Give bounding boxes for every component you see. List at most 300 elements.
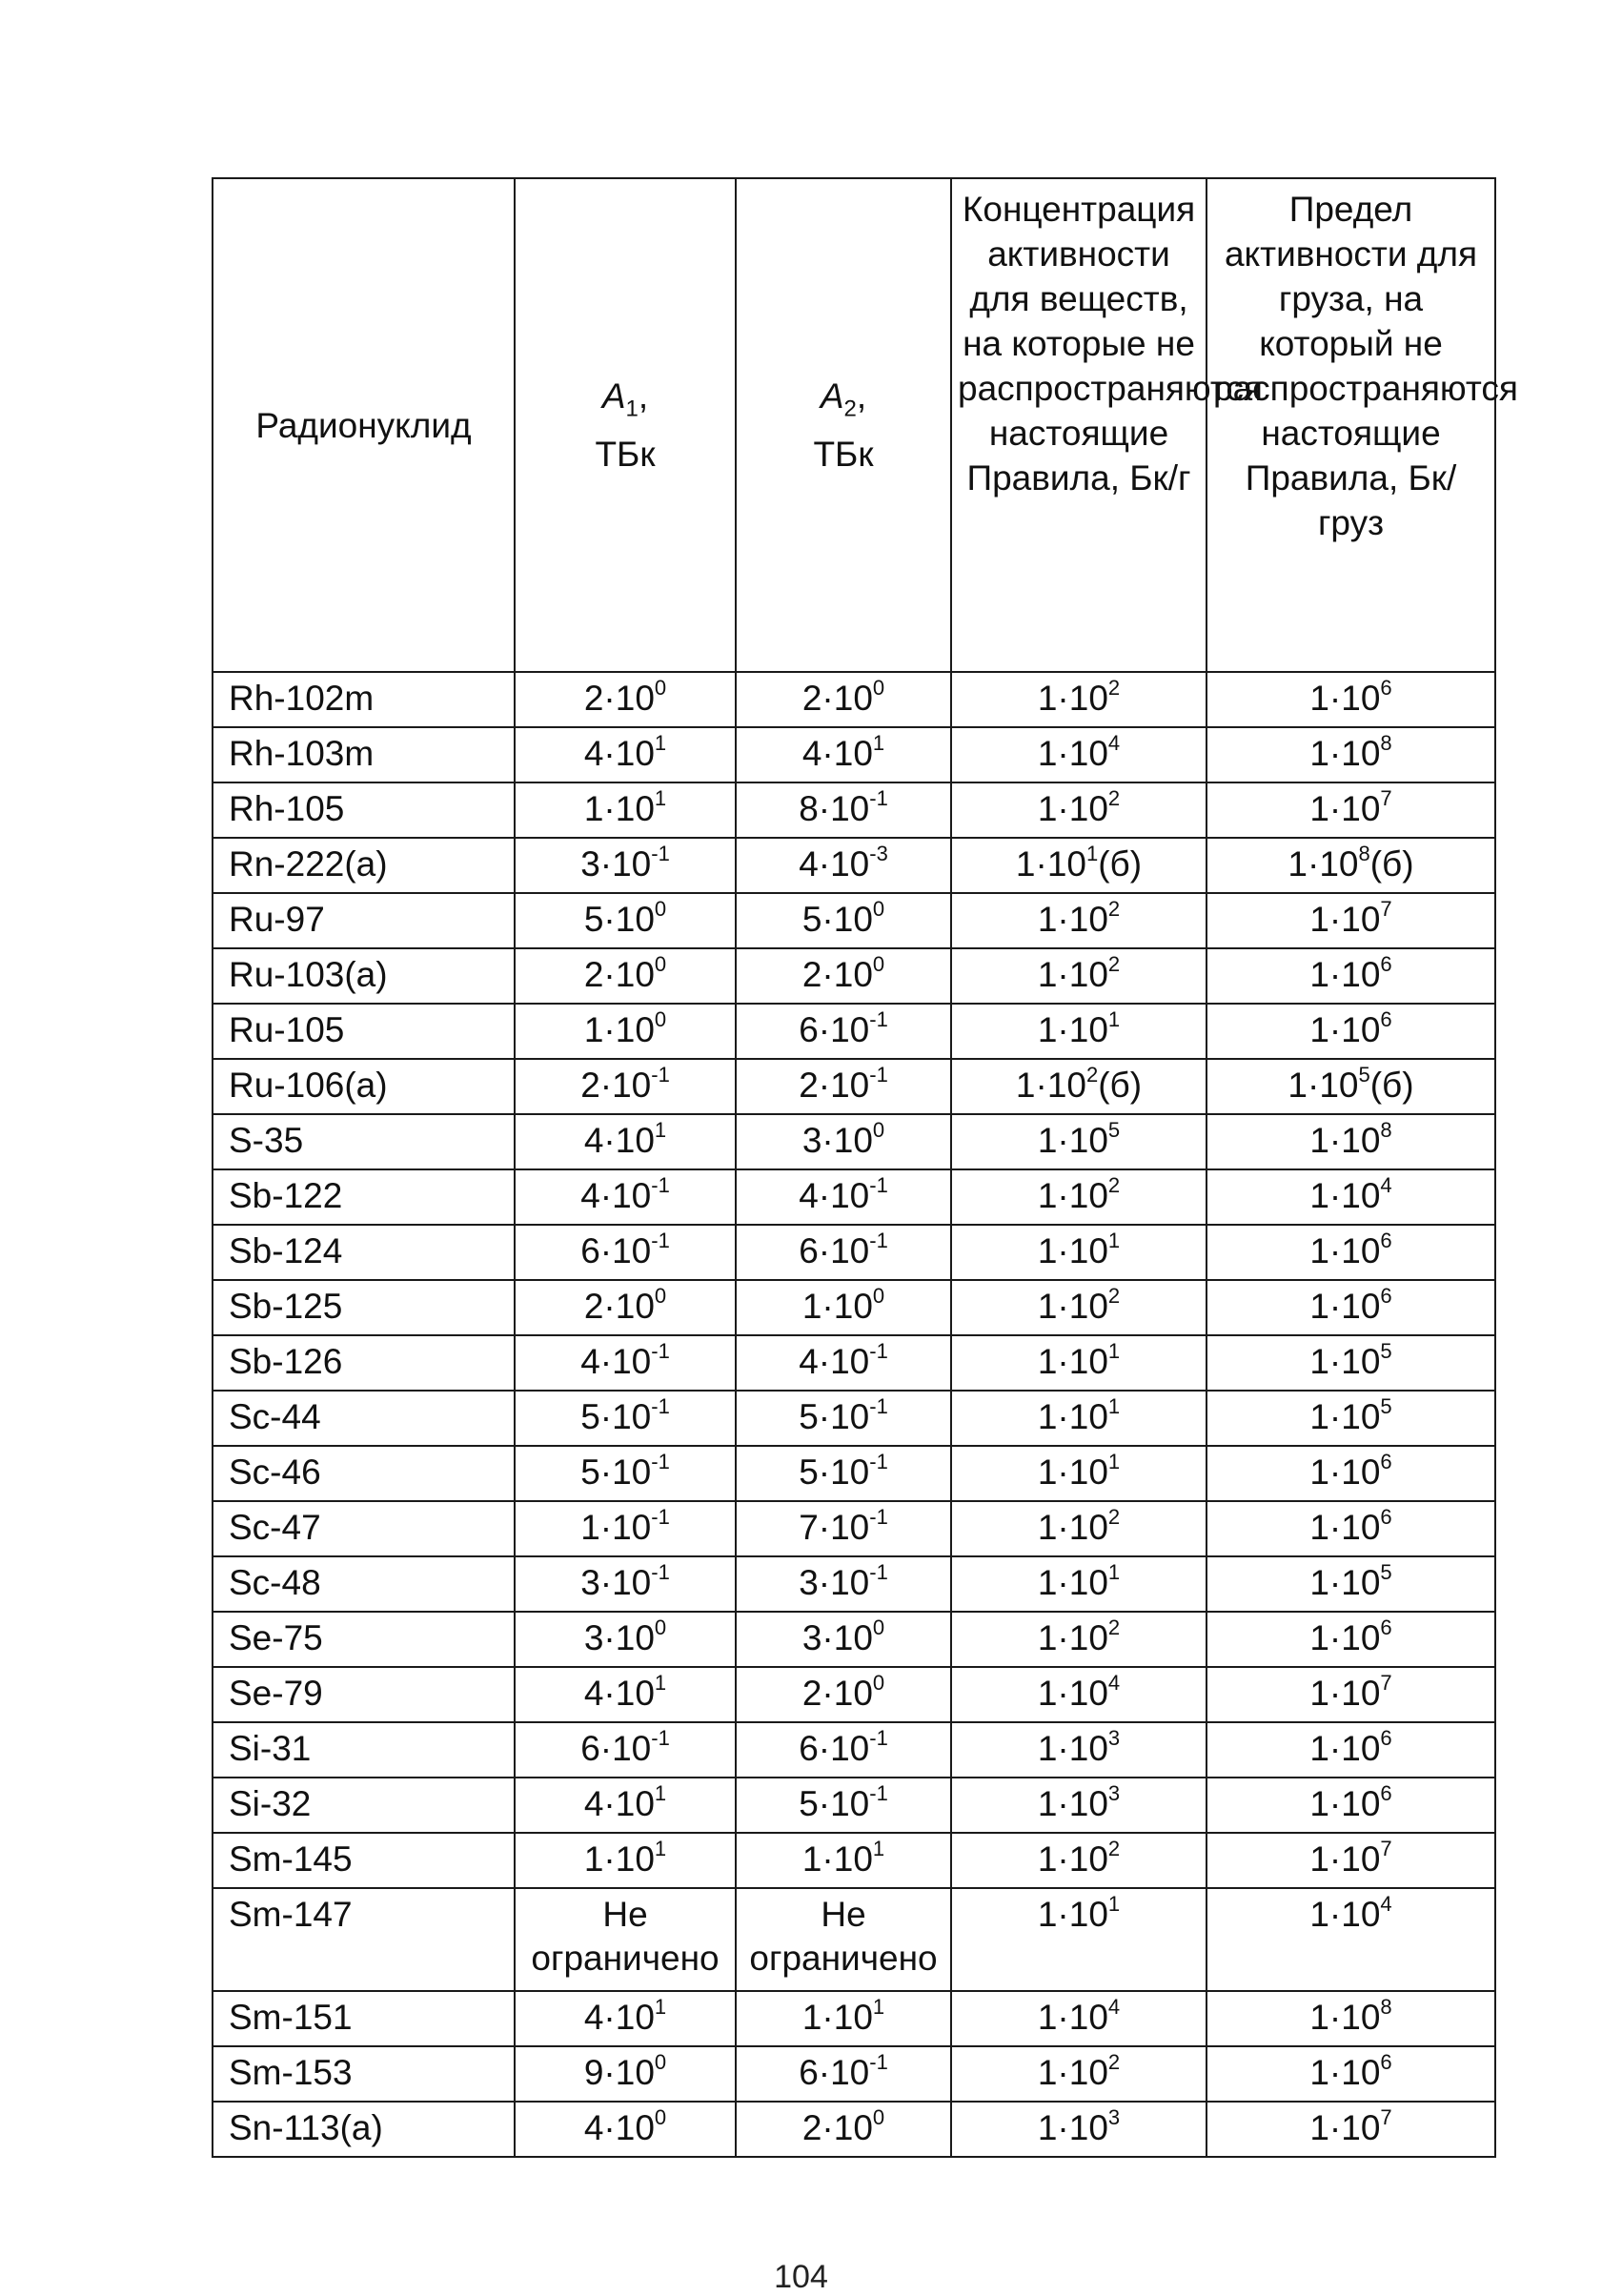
cell-limit-base: 1·10 xyxy=(1309,1231,1381,1270)
cell-limit xyxy=(1207,1225,1495,1280)
table-header xyxy=(213,178,1518,672)
cell-a1 xyxy=(515,672,736,727)
cell-a1-base: 1·10 xyxy=(583,1010,655,1049)
cell-concentration xyxy=(951,1501,1207,1556)
cell-a2 xyxy=(736,893,951,948)
cell-concentration xyxy=(951,1888,1207,1991)
cell-limit-exponent: 7 xyxy=(1380,897,1392,921)
table-row xyxy=(213,948,1495,1004)
cell-limit-base: 1·10 xyxy=(1309,900,1381,939)
cell-concentration xyxy=(951,672,1207,727)
cell-concentration-exponent: 2 xyxy=(1107,1837,1121,1860)
cell-a1-exponent: 1 xyxy=(654,1671,667,1695)
page-number: 104 xyxy=(774,2259,828,2295)
cell-a1-base: 4·10 xyxy=(580,1176,652,1215)
cell-a2-exponent: -1 xyxy=(869,1007,888,1031)
cell-a1-base: 5·10 xyxy=(580,1453,652,1492)
cell-a2 xyxy=(736,1059,951,1114)
cell-concentration xyxy=(951,1391,1207,1446)
cell-a2 xyxy=(736,1114,951,1169)
cell-nuclide: Sc-47 xyxy=(213,1501,515,1556)
cell-nuclide: S-35 xyxy=(213,1114,515,1169)
cell-a2-base: 2·10 xyxy=(801,955,873,994)
cell-a2-exponent: 1 xyxy=(872,1995,885,2019)
cell-nuclide: Rn-222(а) xyxy=(213,838,515,893)
cell-concentration-base: 1·10 xyxy=(1037,1839,1108,1879)
cell-a1-exponent: 0 xyxy=(654,897,667,921)
cell-a2-exponent: -1 xyxy=(869,1229,888,1252)
cell-limit-note: (б) xyxy=(1369,1066,1414,1105)
cell-limit-exponent: 4 xyxy=(1380,1892,1392,1916)
cell-a2 xyxy=(736,782,951,838)
cell-concentration-base: 1·10 xyxy=(1015,1066,1086,1105)
cell-a2-exponent: -1 xyxy=(869,1726,888,1750)
table-row xyxy=(213,1225,1495,1280)
cell-limit-exponent: 8 xyxy=(1380,1995,1392,2019)
a2-unit: ТБк xyxy=(813,434,874,474)
cell-concentration xyxy=(951,1169,1207,1225)
table-row xyxy=(213,1335,1495,1391)
cell-concentration xyxy=(951,1335,1207,1391)
cell-concentration-base: 1·10 xyxy=(1037,789,1108,828)
cell-a2-exponent: -1 xyxy=(869,1394,888,1418)
cell-a2-exponent: 0 xyxy=(872,1284,885,1308)
cell-a2: Не ограничено xyxy=(736,1888,951,1991)
cell-limit-exponent: 7 xyxy=(1380,1837,1392,1860)
cell-a1-exponent: -1 xyxy=(651,1173,670,1197)
cell-a2-exponent: -1 xyxy=(869,1339,888,1363)
cell-limit xyxy=(1207,1280,1495,1335)
cell-concentration-base: 1·10 xyxy=(1037,1010,1108,1049)
cell-a2-exponent: -1 xyxy=(869,786,888,810)
cell-limit-base: 1·10 xyxy=(1309,789,1381,828)
cell-concentration-exponent: 1 xyxy=(1107,1007,1121,1031)
cell-a2-base: 1·10 xyxy=(801,1998,873,2037)
cell-concentration-base: 1·10 xyxy=(1037,1121,1108,1160)
cell-a2-base: 6·10 xyxy=(799,2053,870,2092)
cell-nuclide: Ru-106(а) xyxy=(213,1059,515,1114)
cell-limit xyxy=(1207,1391,1495,1446)
cell-limit-base: 1·10 xyxy=(1309,1998,1381,2037)
cell-limit-base: 1·10 xyxy=(1309,1618,1381,1657)
cell-concentration xyxy=(951,1778,1207,1833)
cell-concentration xyxy=(951,1004,1207,1059)
cell-a2-exponent: -1 xyxy=(869,1173,888,1197)
cell-a2-exponent: -3 xyxy=(869,842,888,865)
cell-concentration xyxy=(951,893,1207,948)
cell-nuclide: Ru-97 xyxy=(213,893,515,948)
cell-concentration-base: 1·10 xyxy=(1037,1397,1108,1436)
cell-a2-base: 6·10 xyxy=(799,1729,870,1768)
table-row xyxy=(213,2046,1495,2102)
cell-a1-base: 9·10 xyxy=(583,2053,655,2092)
cell-concentration xyxy=(951,782,1207,838)
cell-a2 xyxy=(736,672,951,727)
cell-nuclide: Sm-147 xyxy=(213,1888,515,1991)
cell-a2-base: 5·10 xyxy=(799,1397,870,1436)
a2-subscript: 2 xyxy=(843,396,857,422)
cell-concentration-base: 1·10 xyxy=(1037,679,1108,718)
cell-limit-base: 1·10 xyxy=(1288,1066,1359,1105)
cell-a1-exponent: 1 xyxy=(654,786,667,810)
cell-a1 xyxy=(515,1667,736,1722)
cell-a2-base: 5·10 xyxy=(801,900,873,939)
cell-concentration-exponent: 3 xyxy=(1107,1726,1121,1750)
cell-concentration xyxy=(951,1833,1207,1888)
cell-a2-exponent: -1 xyxy=(869,1560,888,1584)
cell-a2-base: 4·10 xyxy=(799,1176,870,1215)
cell-limit-exponent: 5 xyxy=(1358,1063,1370,1087)
cell-a1-exponent: 1 xyxy=(654,1837,667,1860)
cell-limit-exponent: 4 xyxy=(1380,1173,1392,1197)
cell-a1-base: 4·10 xyxy=(583,1784,655,1823)
cell-concentration-base: 1·10 xyxy=(1037,734,1108,773)
cell-concentration-exponent: 4 xyxy=(1107,731,1121,755)
cell-limit xyxy=(1207,838,1495,893)
cell-concentration xyxy=(951,1667,1207,1722)
table-row xyxy=(213,1501,1495,1556)
cell-nuclide: Ru-103(а) xyxy=(213,948,515,1004)
table-row xyxy=(213,1446,1495,1501)
cell-a2-exponent: -1 xyxy=(869,1505,888,1529)
cell-concentration-base: 1·10 xyxy=(1037,1287,1108,1326)
cell-a2 xyxy=(736,1446,951,1501)
header-a1: $A_1$, ТБк xyxy=(515,178,736,672)
cell-concentration-base: 1·10 xyxy=(1037,1453,1108,1492)
cell-a2 xyxy=(736,838,951,893)
a1-symbol: A xyxy=(601,376,626,417)
cell-limit-base: 1·10 xyxy=(1309,1784,1381,1823)
cell-a1-exponent: 0 xyxy=(654,1007,667,1031)
cell-a2-exponent: -1 xyxy=(869,2050,888,2074)
cell-a1-exponent: 0 xyxy=(654,676,667,700)
cell-a2 xyxy=(736,1722,951,1778)
a1-subscript: 1 xyxy=(625,396,639,422)
cell-nuclide: Sm-151 xyxy=(213,1991,515,2046)
cell-limit-base: 1·10 xyxy=(1309,1176,1381,1215)
cell-limit xyxy=(1207,1169,1495,1225)
cell-a2 xyxy=(736,1778,951,1833)
cell-concentration xyxy=(951,1446,1207,1501)
table-row xyxy=(213,1059,1495,1114)
cell-a1 xyxy=(515,1501,736,1556)
cell-a1 xyxy=(515,1612,736,1667)
cell-a2-exponent: 0 xyxy=(872,2105,885,2129)
cell-a2-exponent: 1 xyxy=(872,1837,885,1860)
table-row xyxy=(213,893,1495,948)
cell-concentration-exponent: 2 xyxy=(1107,1615,1121,1639)
cell-concentration-exponent: 2 xyxy=(1107,786,1121,810)
cell-concentration-base: 1·10 xyxy=(1037,955,1108,994)
cell-a2-exponent: -1 xyxy=(869,1781,888,1805)
cell-a1 xyxy=(515,1004,736,1059)
cell-a1-base: 5·10 xyxy=(580,1397,652,1436)
cell-nuclide: Rh-103m xyxy=(213,727,515,782)
cell-a1 xyxy=(515,1114,736,1169)
cell-limit xyxy=(1207,1556,1495,1612)
cell-a1-exponent: 0 xyxy=(654,1284,667,1308)
cell-limit xyxy=(1207,1501,1495,1556)
cell-concentration-base: 1·10 xyxy=(1037,1998,1108,2037)
cell-a2-base: 4·10 xyxy=(801,734,873,773)
cell-limit xyxy=(1207,1114,1495,1169)
cell-concentration-exponent: 1 xyxy=(1107,1339,1121,1363)
cell-a2 xyxy=(736,1391,951,1446)
cell-limit xyxy=(1207,1059,1495,1114)
cell-concentration xyxy=(951,1059,1207,1114)
cell-a2 xyxy=(736,1169,951,1225)
cell-a2-exponent: 0 xyxy=(872,1118,885,1142)
a2-symbol: A xyxy=(820,376,844,417)
cell-a2 xyxy=(736,948,951,1004)
cell-a1 xyxy=(515,1059,736,1114)
cell-concentration-base: 1·10 xyxy=(1037,1508,1108,1547)
cell-a1 xyxy=(515,1335,736,1391)
cell-nuclide: Se-75 xyxy=(213,1612,515,1667)
cell-limit-exponent: 6 xyxy=(1380,1007,1392,1031)
cell-a2 xyxy=(736,2046,951,2102)
cell-a1 xyxy=(515,1225,736,1280)
cell-limit-exponent: 8 xyxy=(1358,842,1370,865)
cell-a2-exponent: 0 xyxy=(872,897,885,921)
cell-a1-exponent: 0 xyxy=(654,952,667,976)
cell-a2-base: 2·10 xyxy=(801,2108,873,2147)
cell-limit-base: 1·10 xyxy=(1309,1287,1381,1326)
cell-concentration xyxy=(951,727,1207,782)
cell-a1-exponent: 1 xyxy=(654,731,667,755)
cell-a1 xyxy=(515,2102,736,2157)
cell-concentration xyxy=(951,1114,1207,1169)
cell-limit-base: 1·10 xyxy=(1309,1674,1381,1713)
cell-concentration-exponent: 1 xyxy=(1107,1560,1121,1584)
cell-a1-exponent: -1 xyxy=(651,1339,670,1363)
cell-a2 xyxy=(736,1280,951,1335)
cell-a2-base: 6·10 xyxy=(799,1010,870,1049)
cell-a2-base: 3·10 xyxy=(801,1618,873,1657)
cell-concentration-note: (б) xyxy=(1098,1066,1143,1105)
cell-a1-base: 1·10 xyxy=(580,1508,652,1547)
cell-limit xyxy=(1207,2046,1495,2102)
cell-a2 xyxy=(736,1004,951,1059)
cell-a1-exponent: 0 xyxy=(654,2105,667,2129)
table-row xyxy=(213,1612,1495,1667)
cell-a1 xyxy=(515,2046,736,2102)
cell-limit xyxy=(1207,672,1495,727)
cell-concentration-base: 1·10 xyxy=(1037,2053,1108,2092)
cell-limit-base: 1·10 xyxy=(1309,1453,1381,1492)
cell-a1-exponent: -1 xyxy=(651,1394,670,1418)
cell-limit-exponent: 6 xyxy=(1380,676,1392,700)
cell-nuclide: Rh-102m xyxy=(213,672,515,727)
header-activity-limit: Предел активности для груза, на который не распространяются настоящие Правила, Бк/груз xyxy=(1207,178,1495,672)
cell-a1 xyxy=(515,838,736,893)
cell-a2-exponent: 0 xyxy=(872,952,885,976)
cell-concentration-exponent: 1 xyxy=(1107,1229,1121,1252)
cell-limit xyxy=(1207,1833,1495,1888)
cell-a1-base: 6·10 xyxy=(580,1231,652,1270)
cell-a1: Не ограничено xyxy=(515,1888,736,1991)
cell-a1-base: 2·10 xyxy=(583,955,655,994)
cell-concentration-exponent: 1 xyxy=(1107,1892,1121,1916)
cell-a2-base: 2·10 xyxy=(799,1066,870,1105)
cell-concentration-base: 1·10 xyxy=(1037,1674,1108,1713)
cell-a2 xyxy=(736,1612,951,1667)
cell-concentration xyxy=(951,2046,1207,2102)
cell-a1 xyxy=(515,1169,736,1225)
cell-limit-base: 1·10 xyxy=(1309,1729,1381,1768)
cell-limit-exponent: 6 xyxy=(1380,1450,1392,1473)
cell-limit-exponent: 5 xyxy=(1380,1394,1392,1418)
cell-concentration-note: (б) xyxy=(1098,844,1143,884)
cell-a1-base: 2·10 xyxy=(580,1066,652,1105)
cell-a2-base: 5·10 xyxy=(799,1784,870,1823)
cell-a1-exponent: -1 xyxy=(651,842,670,865)
cell-concentration-exponent: 2 xyxy=(1107,1505,1121,1529)
cell-limit-exponent: 5 xyxy=(1380,1560,1392,1584)
radionuclide-table xyxy=(212,177,1518,2158)
cell-concentration-exponent: 2 xyxy=(1107,1284,1121,1308)
cell-a1-base: 3·10 xyxy=(580,844,652,884)
cell-a2-base: 7·10 xyxy=(799,1508,870,1547)
cell-limit-exponent: 6 xyxy=(1380,1505,1392,1529)
cell-a1-exponent: -1 xyxy=(651,1450,670,1473)
cell-limit-base: 1·10 xyxy=(1309,1895,1381,1934)
a1-unit: ТБк xyxy=(595,434,656,474)
table-row xyxy=(213,1778,1495,1833)
table-row xyxy=(213,1667,1495,1722)
cell-limit-exponent: 6 xyxy=(1380,1229,1392,1252)
cell-nuclide: Se-79 xyxy=(213,1667,515,1722)
header-radionuclide: Радионуклид xyxy=(213,178,515,672)
cell-a2 xyxy=(736,1335,951,1391)
cell-a2 xyxy=(736,1991,951,2046)
cell-a1 xyxy=(515,1391,736,1446)
cell-limit-base: 1·10 xyxy=(1309,679,1381,718)
cell-a2-exponent: -1 xyxy=(869,1063,888,1087)
cell-nuclide: Sn-113(а) xyxy=(213,2102,515,2157)
cell-concentration xyxy=(951,1225,1207,1280)
cell-limit-exponent: 6 xyxy=(1380,1284,1392,1308)
cell-limit-base: 1·10 xyxy=(1309,1121,1381,1160)
table-row xyxy=(213,838,1495,893)
cell-concentration-base: 1·10 xyxy=(1015,844,1086,884)
table-body xyxy=(213,672,1495,2157)
cell-limit-exponent: 6 xyxy=(1380,1781,1392,1805)
cell-limit-base: 1·10 xyxy=(1309,1342,1381,1381)
cell-a2-base: 3·10 xyxy=(799,1563,870,1602)
cell-concentration-base: 1·10 xyxy=(1037,900,1108,939)
cell-limit-base: 1·10 xyxy=(1309,734,1381,773)
cell-a2 xyxy=(736,727,951,782)
cell-a2 xyxy=(736,1501,951,1556)
cell-limit xyxy=(1207,782,1495,838)
cell-concentration-exponent: 2 xyxy=(1085,1063,1099,1087)
cell-concentration-exponent: 2 xyxy=(1107,676,1121,700)
cell-a1-exponent: -1 xyxy=(651,1726,670,1750)
cell-a1 xyxy=(515,948,736,1004)
cell-limit-exponent: 8 xyxy=(1380,731,1392,755)
table-row xyxy=(213,1722,1495,1778)
cell-concentration xyxy=(951,1280,1207,1335)
cell-limit xyxy=(1207,1335,1495,1391)
cell-a1-exponent: 1 xyxy=(654,1995,667,2019)
cell-a2-exponent: 0 xyxy=(872,1615,885,1639)
cell-a1 xyxy=(515,782,736,838)
table-row xyxy=(213,1556,1495,1612)
cell-nuclide: Sb-125 xyxy=(213,1280,515,1335)
table-row xyxy=(213,1833,1495,1888)
cell-concentration-base: 1·10 xyxy=(1037,1729,1108,1768)
cell-concentration xyxy=(951,1556,1207,1612)
cell-nuclide: Sc-44 xyxy=(213,1391,515,1446)
cell-nuclide: Sb-126 xyxy=(213,1335,515,1391)
cell-a2 xyxy=(736,1556,951,1612)
cell-concentration xyxy=(951,1991,1207,2046)
cell-nuclide: Si-32 xyxy=(213,1778,515,1833)
cell-nuclide: Si-31 xyxy=(213,1722,515,1778)
cell-nuclide: Sc-48 xyxy=(213,1556,515,1612)
table-row xyxy=(213,1991,1495,2046)
cell-a1-exponent: 0 xyxy=(654,2050,667,2074)
table-row xyxy=(213,1888,1495,1991)
cell-nuclide: Sb-122 xyxy=(213,1169,515,1225)
cell-concentration-exponent: 5 xyxy=(1107,1118,1121,1142)
cell-limit-base: 1·10 xyxy=(1288,844,1359,884)
table-row xyxy=(213,782,1495,838)
cell-concentration-exponent: 1 xyxy=(1107,1394,1121,1418)
radionuclide-table-container xyxy=(212,177,1518,2158)
cell-a1-base: 1·10 xyxy=(583,789,655,828)
cell-concentration-exponent: 1 xyxy=(1107,1450,1121,1473)
cell-limit-exponent: 7 xyxy=(1380,786,1392,810)
cell-a1-exponent: 1 xyxy=(654,1781,667,1805)
cell-a2-exponent: 0 xyxy=(872,676,885,700)
cell-concentration-exponent: 4 xyxy=(1107,1995,1121,2019)
cell-limit xyxy=(1207,1612,1495,1667)
cell-a2-base: 4·10 xyxy=(799,844,870,884)
cell-a2-base: 4·10 xyxy=(799,1342,870,1381)
cell-concentration-exponent: 2 xyxy=(1107,1173,1121,1197)
cell-limit-note: (б) xyxy=(1369,844,1414,884)
cell-a1-base: 2·10 xyxy=(583,679,655,718)
cell-limit-base: 1·10 xyxy=(1309,2108,1381,2147)
cell-limit xyxy=(1207,1667,1495,1722)
cell-a1-exponent: 1 xyxy=(654,1118,667,1142)
cell-a1-exponent: -1 xyxy=(651,1229,670,1252)
cell-a2-base: 1·10 xyxy=(801,1839,873,1879)
cell-nuclide: Sm-153 xyxy=(213,2046,515,2102)
cell-limit-base: 1·10 xyxy=(1309,2053,1381,2092)
cell-concentration-base: 1·10 xyxy=(1037,1231,1108,1270)
cell-a1-base: 6·10 xyxy=(580,1729,652,1768)
cell-concentration-base: 1·10 xyxy=(1037,1176,1108,1215)
table-row xyxy=(213,1114,1495,1169)
cell-a1-base: 3·10 xyxy=(580,1563,652,1602)
cell-a1 xyxy=(515,1446,736,1501)
cell-nuclide: Ru-105 xyxy=(213,1004,515,1059)
header-activity-concentration: Концентрация активности для веществ, на которые не распространяются настоящие Правила, Бк/г xyxy=(951,178,1207,672)
cell-limit-exponent: 6 xyxy=(1380,952,1392,976)
cell-concentration xyxy=(951,2102,1207,2157)
cell-limit xyxy=(1207,948,1495,1004)
cell-a2-exponent: 1 xyxy=(872,731,885,755)
cell-a1-base: 4·10 xyxy=(583,1998,655,2037)
cell-concentration-base: 1·10 xyxy=(1037,1895,1108,1934)
cell-concentration-exponent: 1 xyxy=(1085,842,1099,865)
cell-concentration-base: 1·10 xyxy=(1037,1342,1108,1381)
cell-a2-base: 6·10 xyxy=(799,1231,870,1270)
table-row xyxy=(213,727,1495,782)
